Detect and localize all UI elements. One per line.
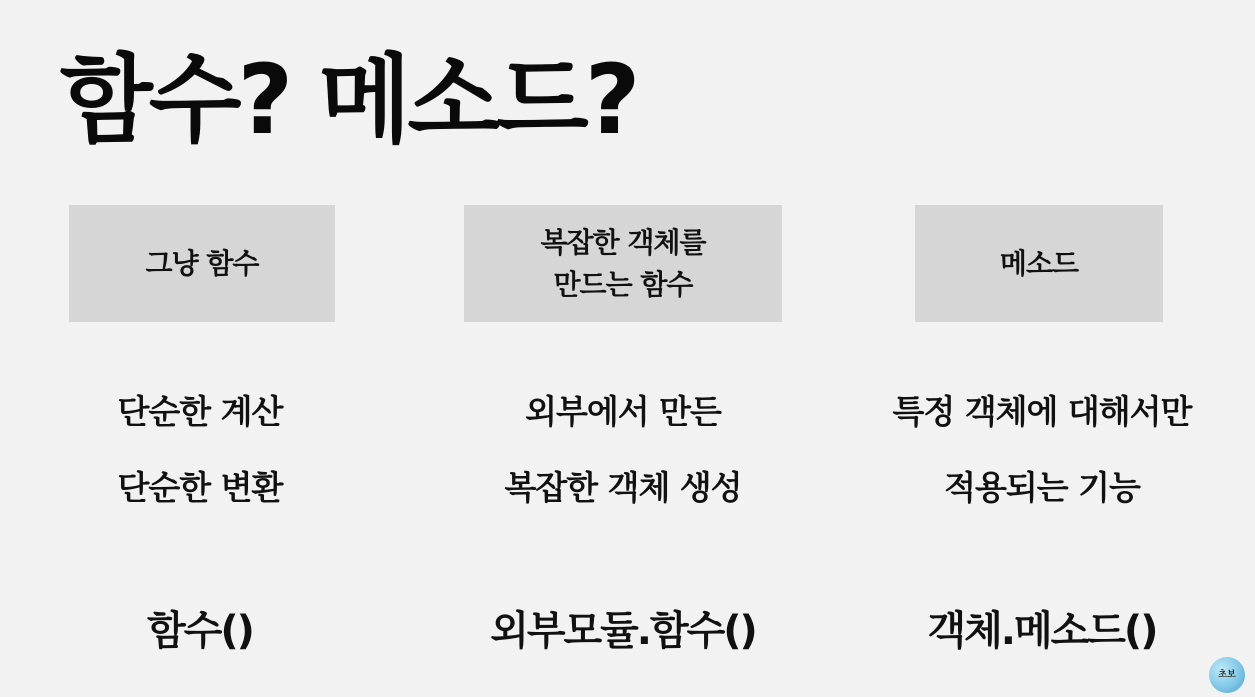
code-example-module-function: 외부모듈.함수() — [490, 608, 756, 654]
category-box-label: 그냥 함수 — [145, 246, 259, 280]
category-box-label-line-1: 복잡한 객체를 — [540, 225, 706, 259]
category-box-label-line-2: 만드는 함수 — [553, 267, 693, 301]
description-line-2: 복잡한 객체 생성 — [504, 468, 742, 507]
description-line-1: 외부에서 만든 — [525, 392, 721, 431]
category-box-plain-function — [69, 205, 335, 322]
description-line-1: 특정 객체에 대해서만 — [892, 392, 1192, 431]
category-box-label: 메소드 — [999, 246, 1079, 280]
channel-logo-text: 초보 — [1218, 670, 1236, 680]
channel-logo-icon — [1209, 657, 1245, 693]
category-box-object-factory-function — [464, 205, 782, 322]
description-line-1: 단순한 계산 — [117, 392, 283, 431]
slide-title: 함수? 메소드? — [60, 44, 637, 156]
category-box-method — [915, 205, 1163, 322]
description-line-2: 적용되는 기능 — [944, 468, 1140, 507]
code-example-object-method: 객체.메소드() — [927, 608, 1157, 654]
description-line-2: 단순한 변환 — [117, 468, 283, 507]
code-example-function: 함수() — [147, 608, 253, 654]
